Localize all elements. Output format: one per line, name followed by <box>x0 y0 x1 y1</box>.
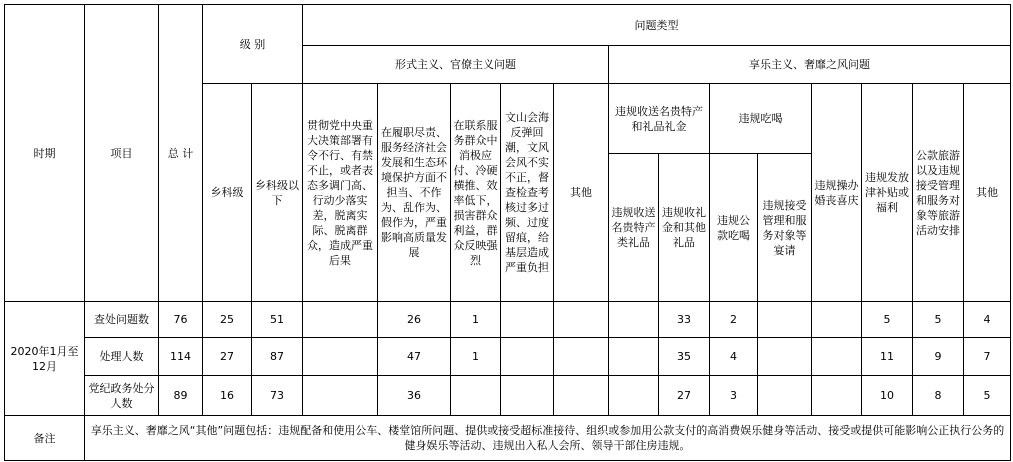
table-row <box>5 338 1011 376</box>
period-cell: 2020年1月至12月 <box>5 302 85 416</box>
header-formalism-col3: 在联系服务群众中消极应付、冷硬横推、效率低下，损害群众利益，群众反映强烈 <box>451 84 501 302</box>
cell-total: 114 <box>159 338 203 376</box>
cell-h-other: 4 <box>964 302 1011 338</box>
header-formalism-col2: 在履职尽责、服务经济社会发展和生态环境保护方面不担当、不作为、乱作为、假作为，严重影响高质量发展 <box>378 84 451 302</box>
header-township-level: 乡科级 <box>203 84 252 302</box>
header-level: 级 别 <box>203 5 303 84</box>
cell-eat1: 2 <box>710 302 758 338</box>
cell-wedding <box>812 302 862 338</box>
header-eat-group: 违规吃喝 <box>710 84 812 154</box>
cell-below-township: 51 <box>252 302 303 338</box>
header-gift-sub1: 违规收送名贵特产类礼品 <box>609 154 659 302</box>
header-below-township-level: 乡科级以下 <box>252 84 303 302</box>
cell-eat1: 4 <box>710 338 758 376</box>
cell-total: 76 <box>159 302 203 338</box>
cell-travel: 9 <box>913 338 964 376</box>
cell-gift2: 35 <box>659 338 710 376</box>
remarks-text: 享乐主义、奢靡之风“其他”问题包括：违规配备和使用公车、楼堂馆所问题、提供或接受超标准接待、组织或参加用公款支付的高消费娱乐健身等活动、接受或提供可能影响公正执行公务的健身娱乐等活动、违规出入私人会所、领导干部住房违规。 <box>85 416 1011 461</box>
cell-eat2 <box>758 376 812 416</box>
cell-below-township: 73 <box>252 376 303 416</box>
header-total: 总 计 <box>159 5 203 302</box>
cell-township: 27 <box>203 338 252 376</box>
cell-f1 <box>303 338 378 376</box>
cell-subsidy: 10 <box>862 376 913 416</box>
cell-f1 <box>303 302 378 338</box>
cell-f3: 1 <box>451 338 501 376</box>
cell-f2: 26 <box>378 302 451 338</box>
header-formalism-other: 其他 <box>554 84 609 302</box>
cell-gift1 <box>609 376 659 416</box>
header-problem-type: 问题类型 <box>303 5 1011 46</box>
remarks-row <box>5 416 1011 461</box>
cell-eat2 <box>758 338 812 376</box>
header-gift-group: 违规收送名贵特产和礼品礼金 <box>609 84 710 154</box>
header-formalism: 形式主义、官僚主义问题 <box>303 46 609 84</box>
header-hedonism: 享乐主义、奢靡之风问题 <box>609 46 1011 84</box>
cell-f-other <box>554 302 609 338</box>
header-formalism-col1: 贯彻党中央重大决策部署有令不行、有禁不止，或者表态多调门高、行动少落实差，脱离实际、脱离群众，造成严重后果 <box>303 84 378 302</box>
cell-f4 <box>501 376 554 416</box>
cell-township: 16 <box>203 376 252 416</box>
header-item: 项目 <box>85 5 159 302</box>
cell-f2: 36 <box>378 376 451 416</box>
header-subsidy: 违规发放津补贴或福利 <box>862 84 913 302</box>
header-eat-sub1: 违规公款吃喝 <box>710 154 758 302</box>
header-eat-sub2: 违规接受管理和服务对象等宴请 <box>758 154 812 302</box>
row-label: 查处问题数 <box>85 302 159 338</box>
cell-f1 <box>303 376 378 416</box>
header-hedonism-other: 其他 <box>964 84 1011 302</box>
cell-township: 25 <box>203 302 252 338</box>
header-travel: 公款旅游以及违规接受管理和服务对象等旅游活动安排 <box>913 84 964 302</box>
cell-h-other: 7 <box>964 338 1011 376</box>
cell-gift1 <box>609 302 659 338</box>
cell-eat2 <box>758 302 812 338</box>
cell-h-other: 5 <box>964 376 1011 416</box>
table-row <box>5 376 1011 416</box>
cell-subsidy: 11 <box>862 338 913 376</box>
cell-f4 <box>501 302 554 338</box>
cell-eat1: 3 <box>710 376 758 416</box>
cell-gift1 <box>609 338 659 376</box>
header-gift-sub2: 违规收礼金和其他礼品 <box>659 154 710 302</box>
header-wedding: 违规操办婚丧喜庆 <box>812 84 862 302</box>
cell-f-other <box>554 376 609 416</box>
cell-gift2: 33 <box>659 302 710 338</box>
cell-f4 <box>501 338 554 376</box>
cell-f-other <box>554 338 609 376</box>
cell-subsidy: 5 <box>862 302 913 338</box>
statistics-table <box>4 4 1011 461</box>
header-period: 时期 <box>5 5 85 302</box>
table-row <box>5 302 1011 338</box>
cell-gift2: 27 <box>659 376 710 416</box>
cell-f3: 1 <box>451 302 501 338</box>
header-formalism-col4: 文山会海反弹回潮，文风会风不实不正，督查检查考核过多过频、过度留痕，给基层造成严重负担 <box>501 84 554 302</box>
cell-below-township: 87 <box>252 338 303 376</box>
row-label: 党纪政务处分人数 <box>85 376 159 416</box>
cell-f3 <box>451 376 501 416</box>
cell-f2: 47 <box>378 338 451 376</box>
cell-travel: 8 <box>913 376 964 416</box>
cell-travel: 5 <box>913 302 964 338</box>
cell-wedding <box>812 376 862 416</box>
cell-total: 89 <box>159 376 203 416</box>
remarks-label: 备注 <box>5 416 85 461</box>
cell-wedding <box>812 338 862 376</box>
row-label: 处理人数 <box>85 338 159 376</box>
